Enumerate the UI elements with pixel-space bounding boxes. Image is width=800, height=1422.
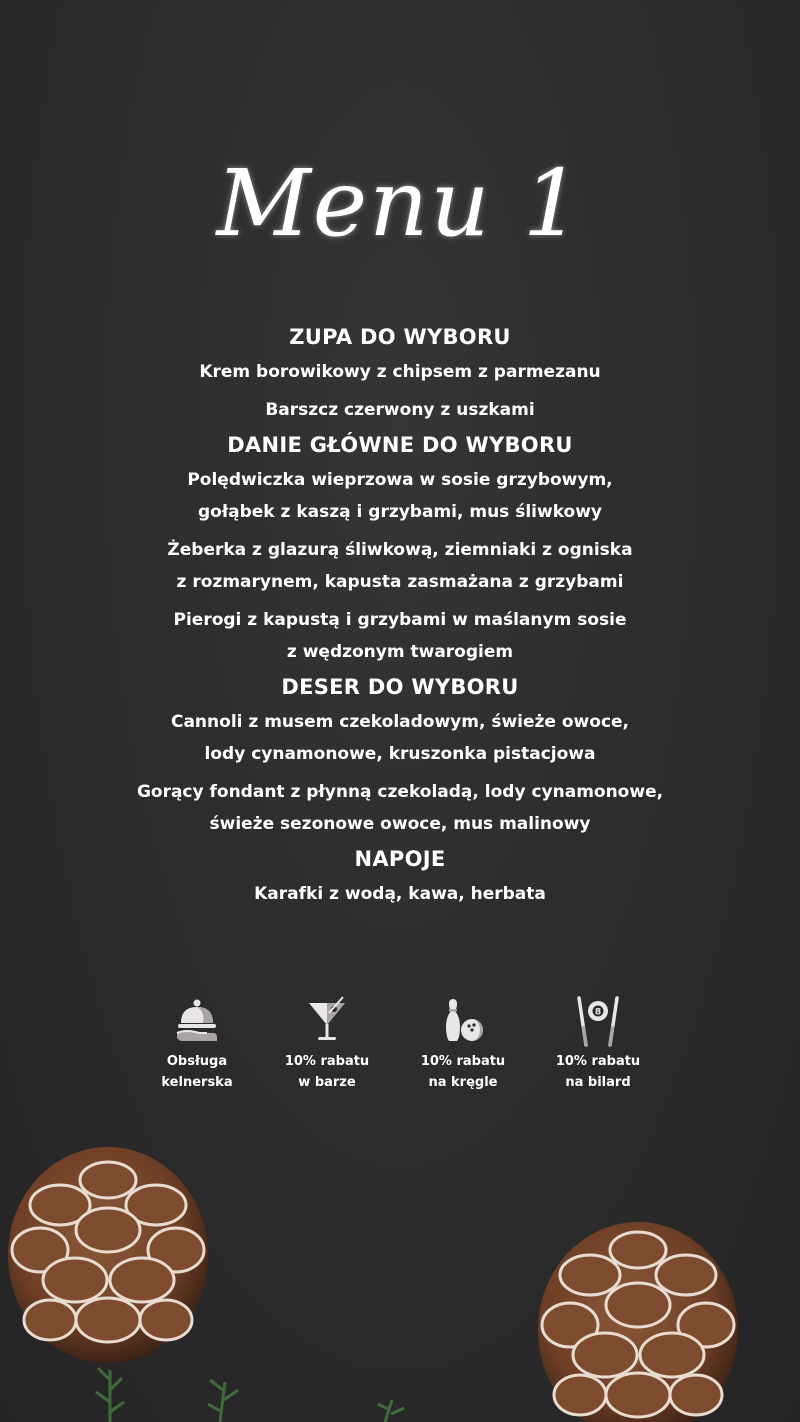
pinecone-left xyxy=(8,1147,208,1363)
feature-waiter-service xyxy=(127,995,267,1093)
dish-line: z wędzonym twarogiem xyxy=(286,642,514,662)
dish-line: Pierogi z kapustą i grzybami w maślanym sosie xyxy=(173,610,627,630)
section-dessert xyxy=(0,674,800,840)
dish-line: lody cynamonowe, kruszonka pistacjowa xyxy=(204,744,596,764)
section-heading: NAPOJE xyxy=(354,847,446,871)
dish-item xyxy=(0,464,800,528)
section-heading: DESER DO WYBORU xyxy=(281,675,519,699)
greenery xyxy=(96,1368,404,1422)
dish-item xyxy=(0,356,800,388)
bowling-icon xyxy=(439,995,487,1047)
dish-line: Cannoli z musem czekoladowym, świeże owoce, xyxy=(170,712,630,732)
dish-line: Polędwiczka wieprzowa w sosie grzybowym, xyxy=(187,470,613,490)
feature-label: 10% rabatu na kręgle xyxy=(420,1054,506,1090)
section-drinks xyxy=(0,846,800,910)
cloche-icon xyxy=(173,995,221,1047)
feature-billiards-discount xyxy=(528,995,668,1093)
dish-item xyxy=(0,604,800,668)
cocktail-icon xyxy=(303,995,351,1047)
dish-line: z rozmarynem, kapusta zasmażana z grzybami xyxy=(176,572,624,592)
dish-item xyxy=(0,878,800,910)
dish-line: świeże sezonowe owoce, mus malinowy xyxy=(209,814,591,834)
dish-item xyxy=(0,534,800,598)
dish-line: Karafki z wodą, kawa, herbata xyxy=(254,884,546,904)
menu-title: Menu 1 xyxy=(216,150,584,257)
pinecone-decoration xyxy=(0,1120,800,1422)
section-heading: DANIE GŁÓWNE DO WYBORU xyxy=(227,433,573,457)
features-row xyxy=(0,995,800,1105)
pinecone-right xyxy=(538,1222,738,1422)
section-main-course xyxy=(0,432,800,668)
section-heading: ZUPA DO WYBORU xyxy=(289,325,511,349)
dish-line: Krem borowikowy z chipsem z parmezanu xyxy=(199,362,601,382)
dish-item xyxy=(0,706,800,770)
billiards-icon xyxy=(574,995,622,1047)
dish-line: Żeberka z glazurą śliwkową, ziemniaki z ogniska xyxy=(167,540,633,560)
dish-line: Gorący fondant z płynną czekoladą, lody cynamonowe, xyxy=(136,782,664,802)
menu-sections xyxy=(0,318,800,916)
dish-line: gołąbek z kaszą i grzybami, mus śliwkowy xyxy=(197,502,603,522)
feature-label: Obsługa kelnerska xyxy=(161,1054,233,1090)
dish-item xyxy=(0,394,800,426)
svg-text:8: 8 xyxy=(594,1007,602,1018)
feature-bowling-discount xyxy=(393,995,533,1093)
feature-label: 10% rabatu w barze xyxy=(284,1054,370,1090)
section-soup xyxy=(0,324,800,426)
feature-label: 10% rabatu na bilard xyxy=(555,1054,641,1090)
dish-line: Barszcz czerwony z uszkami xyxy=(265,400,535,420)
feature-bar-discount xyxy=(257,995,397,1093)
dish-item xyxy=(0,776,800,840)
